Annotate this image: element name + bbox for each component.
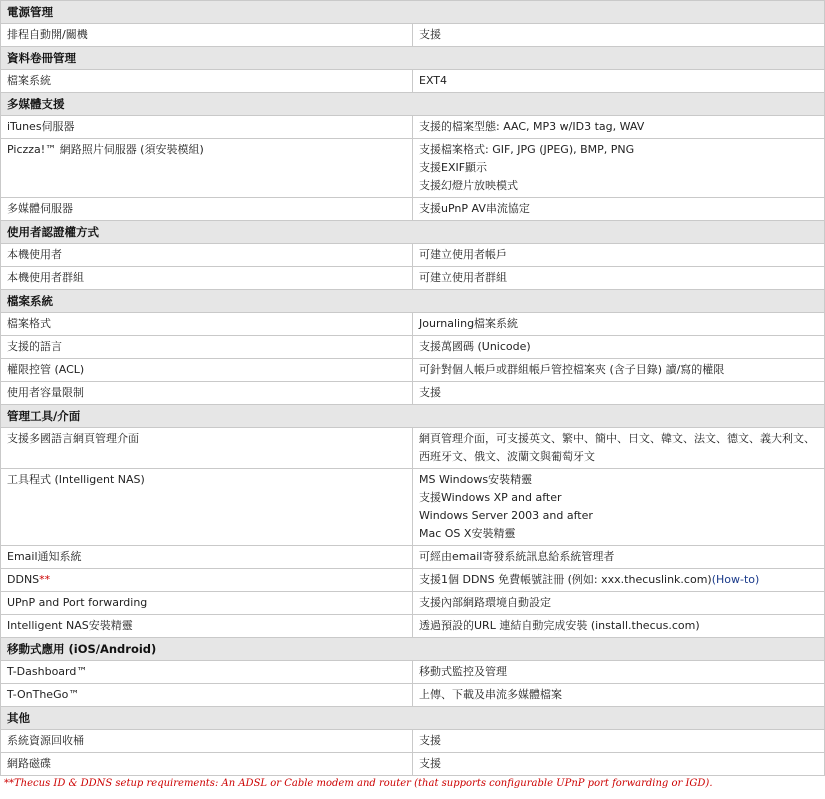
spec-value-line: 支援uPnP AV串流協定 (419, 202, 530, 215)
spec-label-text: Piczza!™ 網路照片伺服器 (須安裝模組) (7, 143, 204, 156)
spec-label-text: 網路磁碟 (7, 757, 51, 770)
spec-value-line: 支援 (419, 386, 441, 399)
spec-row (1, 428, 825, 469)
spec-row (1, 546, 825, 569)
spec-label-text: T-Dashboard™ (7, 665, 88, 678)
spec-label-text: 本機使用者 (7, 248, 62, 261)
spec-value (413, 592, 825, 615)
spec-value-line: 支援幻燈片放映模式 (419, 179, 518, 192)
spec-value-line: 支援Windows XP and after (419, 491, 562, 504)
spec-row (1, 730, 825, 753)
spec-row (1, 615, 825, 638)
section-title: 資料卷冊管理 (1, 47, 825, 70)
spec-label (1, 359, 413, 382)
section-header (1, 405, 825, 428)
spec-label (1, 198, 413, 221)
footnote: **Thecus ID & DDNS setup requirements: An ADSL or Cable modem and router (that supports configurable UPnP port forwarding or IGD). (4, 778, 713, 789)
section-header (1, 707, 825, 730)
spec-label-text: iTunes伺服器 (7, 120, 75, 133)
spec-label (1, 546, 413, 569)
section-title: 其他 (1, 707, 825, 730)
spec-value-line: 支援內部網路環境自動設定 (419, 596, 551, 609)
section-title: 電源管理 (1, 1, 825, 24)
spec-value (413, 546, 825, 569)
spec-value (413, 753, 825, 776)
spec-label (1, 382, 413, 405)
spec-label (1, 267, 413, 290)
spec-label-text: 工具程式 (Intelligent NAS) (7, 473, 145, 486)
spec-label-text: 本機使用者群組 (7, 271, 84, 284)
spec-value (413, 267, 825, 290)
spec-value-line: 上傳、下載及串流多媒體檔案 (419, 688, 562, 701)
spec-row (1, 753, 825, 776)
spec-value-line: Mac OS X安裝精靈 (419, 527, 516, 540)
spec-value (413, 615, 825, 638)
spec-value (413, 359, 825, 382)
section-header (1, 47, 825, 70)
spec-label (1, 469, 413, 546)
spec-value (413, 684, 825, 707)
section-title: 使用者認證權方式 (1, 221, 825, 244)
spec-value (413, 382, 825, 405)
spec-value (413, 313, 825, 336)
spec-value (413, 139, 825, 198)
spec-label-text: Intelligent NAS安裝精靈 (7, 619, 133, 632)
how-to-link[interactable]: (How-to) (711, 573, 760, 586)
spec-label-text: 排程自動開/關機 (7, 28, 88, 41)
spec-value-line: 可建立使用者帳戶 (419, 248, 507, 261)
spec-value-line: 透過預設的URL 連結自動完成安裝 (install.thecus.com) (419, 619, 700, 632)
spec-label (1, 244, 413, 267)
spec-label-text: UPnP and Port forwarding (7, 596, 148, 609)
spec-label (1, 592, 413, 615)
spec-value (413, 428, 825, 469)
spec-label-text: 系統資源回收桶 (7, 734, 84, 747)
spec-label (1, 684, 413, 707)
spec-label-text: 權限控管 (ACL) (7, 363, 85, 376)
spec-value-line: 支援的檔案型態: AAC, MP3 w/ID3 tag, WAV (419, 120, 645, 133)
spec-value (413, 569, 825, 592)
spec-label (1, 70, 413, 93)
spec-row (1, 592, 825, 615)
spec-value-line: 可建立使用者群組 (419, 271, 507, 284)
spec-value-line: 網頁管理介面，可支援英文、繁中、簡中、日文、韓文、法文、德文、義大利文、西班牙文、俄文、波蘭文與葡萄牙文 (419, 432, 815, 463)
section-header (1, 93, 825, 116)
section-header (1, 638, 825, 661)
spec-value (413, 244, 825, 267)
spec-value (413, 70, 825, 93)
spec-label-text: 檔案格式 (7, 317, 51, 330)
spec-label-text: 使用者容量限制 (7, 386, 84, 399)
spec-value (413, 116, 825, 139)
spec-label-text: 支援的語言 (7, 340, 62, 353)
spec-label (1, 428, 413, 469)
spec-value (413, 661, 825, 684)
spec-row (1, 569, 825, 592)
spec-label (1, 336, 413, 359)
section-title: 檔案系統 (1, 290, 825, 313)
spec-label (1, 661, 413, 684)
footnote-marker: ** (39, 573, 51, 586)
spec-row (1, 244, 825, 267)
spec-row (1, 382, 825, 405)
section-header (1, 290, 825, 313)
spec-label (1, 24, 413, 47)
spec-value-line: 支援 (419, 28, 441, 41)
spec-value-line: 移動式監控及管理 (419, 665, 507, 678)
spec-label-text: 支援多國語言網頁管理介面 (7, 432, 139, 445)
spec-label (1, 139, 413, 198)
spec-value-line: 支援EXIF顯示 (419, 161, 488, 174)
spec-value-line: 可經由email寄發系統訊息給系統管理者 (419, 550, 615, 563)
spec-label (1, 615, 413, 638)
spec-label (1, 730, 413, 753)
spec-label-text: T-OnTheGo™ (7, 688, 80, 701)
spec-value (413, 198, 825, 221)
spec-row (1, 70, 825, 93)
spec-label-text: DDNS (7, 573, 40, 586)
spec-value (413, 730, 825, 753)
spec-value-line: EXT4 (419, 74, 448, 87)
spec-row (1, 359, 825, 382)
spec-row (1, 139, 825, 198)
spec-value-line: 支援檔案格式: GIF, JPG (JPEG), BMP, PNG (419, 143, 635, 156)
spec-row (1, 267, 825, 290)
spec-value-line: 支援萬國碼 (Unicode) (419, 340, 531, 353)
spec-value (413, 336, 825, 359)
spec-row (1, 24, 825, 47)
spec-value-line: 支援 (419, 734, 441, 747)
spec-value-line: MS Windows安裝精靈 (419, 473, 533, 486)
section-header (1, 221, 825, 244)
section-title: 多媒體支援 (1, 93, 825, 116)
spec-value (413, 469, 825, 546)
spec-label-text: 檔案系統 (7, 74, 51, 87)
spec-row (1, 684, 825, 707)
spec-row (1, 313, 825, 336)
section-header (1, 1, 825, 24)
spec-row (1, 116, 825, 139)
spec-label (1, 116, 413, 139)
section-title: 管理工具/介面 (1, 405, 825, 428)
spec-value-line: 可針對個人帳戶或群組帳戶管控檔案夾 (含子目錄) 讀/寫的權限 (419, 363, 725, 376)
section-title: 移動式應用 (iOS/Android) (1, 638, 825, 661)
spec-label-text: 多媒體伺服器 (7, 202, 73, 215)
spec-value-line: Windows Server 2003 and after (419, 509, 593, 522)
spec-label (1, 753, 413, 776)
spec-label (1, 569, 413, 592)
spec-value-line: Journaling檔案系統 (419, 317, 519, 330)
spec-row (1, 661, 825, 684)
spec-value-line: 支援 (419, 757, 441, 770)
spec-row (1, 198, 825, 221)
spec-value-line: 支援1個 DDNS 免費帳號註冊 (例如: xxx.thecuslink.com) (419, 573, 712, 586)
spec-label (1, 313, 413, 336)
spec-value (413, 24, 825, 47)
spec-row (1, 336, 825, 359)
spec-row (1, 469, 825, 546)
spec-label-text: Email通知系統 (7, 550, 82, 563)
